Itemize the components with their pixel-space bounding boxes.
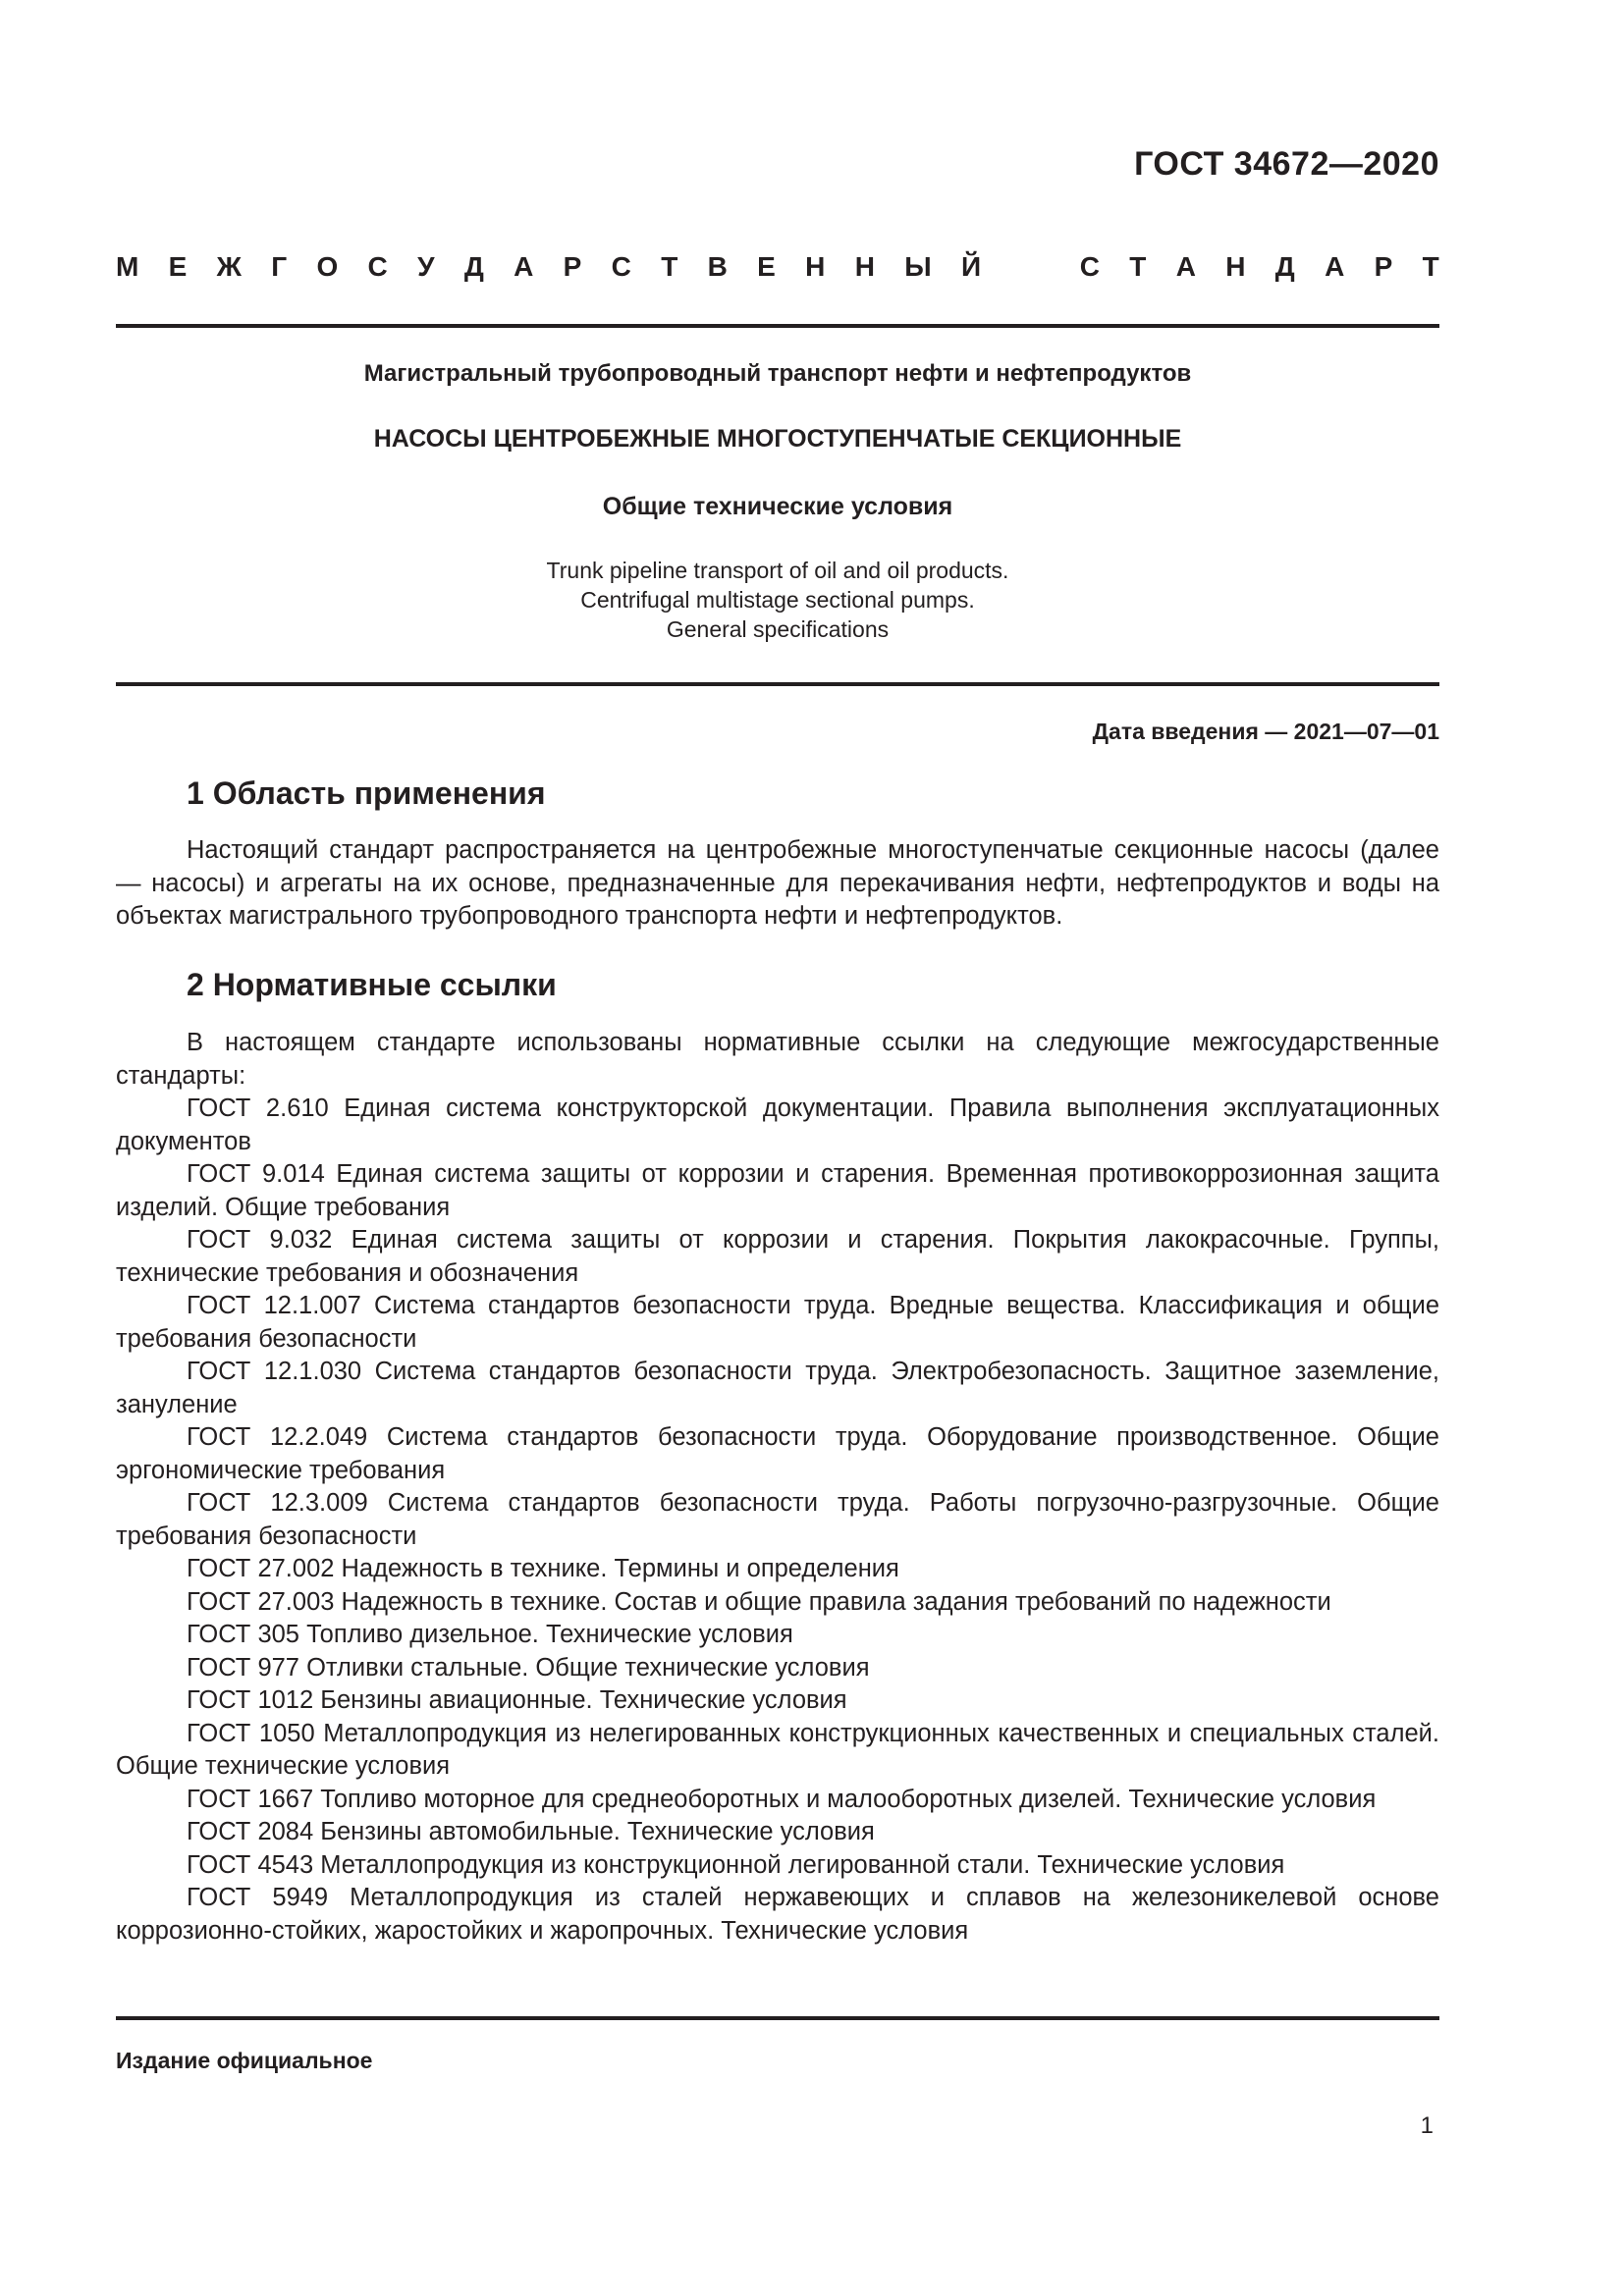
heading-letter: Ж (216, 251, 242, 282)
standard-subtitle: Общие технические условия (602, 493, 953, 520)
section-1-title: 1 Область применения (187, 775, 546, 811)
title-divider (116, 682, 1439, 686)
references-intro: В настоящем стандарте использованы нормативные ссылки на следующие межгосударственные стандарты: (116, 1029, 1439, 1090)
heading-letter: А (514, 251, 534, 282)
heading-letter: Д (1274, 251, 1295, 282)
reference-item: ГОСТ 27.002 Надежность в технике. Термины и определения (187, 1555, 899, 1582)
heading-letter: Р (563, 251, 582, 282)
reference-item: ГОСТ 12.2.049 Система стандартов безопасности труда. Оборудование производственное. Общие эргономические требования (116, 1423, 1439, 1484)
interstate-standard-heading (116, 251, 1439, 283)
heading-letter: Г (271, 251, 288, 282)
heading-letter: Е (757, 251, 776, 282)
heading-letter: С (1079, 251, 1100, 282)
reference-item: ГОСТ 305 Топливо дизельное. Технические условия (187, 1621, 793, 1648)
heading-letter: Й (960, 251, 982, 282)
standard-subject: Магистральный трубопроводный транспорт нефти и нефтепродуктов (363, 360, 1192, 387)
top-divider (116, 324, 1439, 328)
english-title (116, 556, 1439, 644)
heading-letter: А (1325, 251, 1345, 282)
heading-letter: С (367, 251, 388, 282)
heading-letter: Н (1225, 251, 1246, 282)
reference-item: ГОСТ 4543 Металлопродукция из конструкционной легированной стали. Технические условия (187, 1850, 1285, 1879)
reference-item: ГОСТ 9.032 Единая система защиты от коррозии и старения. Покрытия лакокрасочные. Группы, технические требования и обозначения (116, 1226, 1439, 1287)
references-list (116, 1027, 1439, 1948)
reference-item: ГОСТ 1050 Металлопродукция из нелегированных конструкционных качественных и специальных сталей. Общие технические условия (116, 1719, 1439, 1780)
standard-main-title: НАСОСЫ ЦЕНТРОБЕЖНЫЕ МНОГОСТУПЕНЧАТЫЕ СЕКЦИОННЫЕ (373, 425, 1182, 453)
reference-item: ГОСТ 2084 Бензины автомобильные. Технические условия (187, 1818, 875, 1845)
reference-item: ГОСТ 1667 Топливо моторное для среднеоборотных и малооборотных дизелей. Технические условия (187, 1785, 1377, 1813)
heading-letter: А (1175, 251, 1196, 282)
reference-item: ГОСТ 12.1.007 Система стандартов безопасности труда. Вредные вещества. Классификация и общие требования безопасности (116, 1292, 1439, 1353)
official-edition-label: Издание официальное (116, 2048, 373, 2073)
introduction-date: Дата введения — 2021—07—01 (1092, 719, 1439, 744)
reference-item: ГОСТ 12.1.030 Система стандартов безопасности труда. Электробезопасность. Защитное заземление, зануление (116, 1358, 1439, 1418)
document-number: ГОСТ 34672—2020 (1134, 145, 1439, 183)
reference-item: ГОСТ 9.014 Единая система защиты от коррозии и старения. Временная противокоррозионная защита изделий. Общие требования (116, 1160, 1439, 1221)
section-2-title: 2 Нормативные ссылки (187, 967, 557, 1002)
heading-letter: Ы (904, 251, 932, 282)
heading-letter: В (707, 251, 728, 282)
section-1-text: Настоящий стандарт распространяется на центробежные многоступенчатые секционные насосы (далее — насосы) и агрегаты на их основе, предназначенные для перекачивания нефти, нефтепродуктов и воды на объектах магистрального трубопроводного транспорта нефти и нефтепродуктов. (116, 836, 1439, 930)
heading-letter: Н (805, 251, 826, 282)
reference-item: ГОСТ 977 Отливки стальные. Общие технические условия (187, 1653, 870, 1682)
page-number: 1 (1420, 2112, 1434, 2139)
heading-letter: Р (1374, 251, 1393, 282)
heading-letter: С (611, 251, 631, 282)
english-title-line: Centrifugal multistage sectional pumps. (580, 587, 975, 613)
reference-item: ГОСТ 2.610 Единая система конструкторской документации. Правила выполнения эксплуатационных документов (116, 1095, 1439, 1155)
footer-divider (116, 2016, 1439, 2020)
heading-letter: Т (661, 251, 678, 282)
heading-letter: Н (854, 251, 875, 282)
heading-letter: М (116, 251, 139, 282)
reference-item: ГОСТ 5949 Металлопродукция из сталей нержавеющих и сплавов на железоникелевой основе коррозионно-стойких, жаростойких и жаропрочных. Технические условия (116, 1884, 1439, 1945)
heading-letter: Д (463, 251, 484, 282)
english-title-line: General specifications (666, 616, 890, 642)
english-title-line: Trunk pipeline transport of oil and oil products. (546, 558, 1009, 583)
document-page (116, 0, 1439, 2296)
heading-letter: Т (1422, 251, 1439, 282)
heading-letter: У (417, 251, 435, 282)
heading-letter: Е (168, 251, 188, 282)
reference-item: ГОСТ 27.003 Надежность в технике. Состав и общие правила задания требований по надежности (187, 1587, 1331, 1616)
heading-letter: О (316, 251, 339, 282)
heading-letter: Т (1129, 251, 1147, 282)
reference-item: ГОСТ 12.3.009 Система стандартов безопасности труда. Работы погрузочно-разгрузочные. Общие требования безопасности (116, 1489, 1439, 1550)
reference-item: ГОСТ 1012 Бензины авиационные. Технические условия (187, 1686, 847, 1714)
word-gap (1010, 251, 1050, 283)
